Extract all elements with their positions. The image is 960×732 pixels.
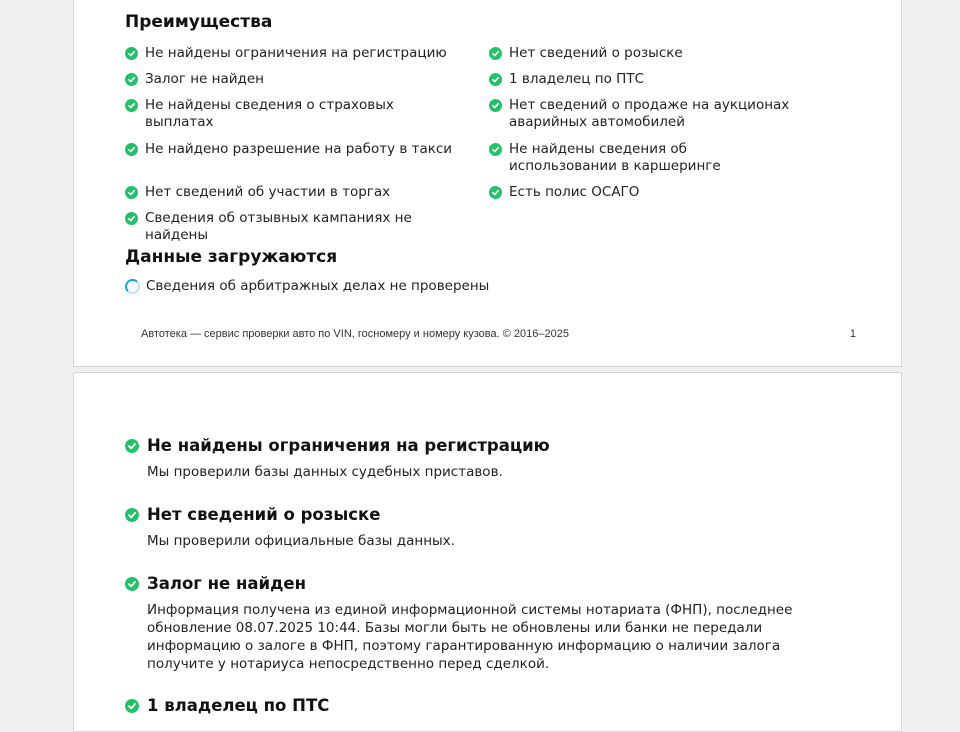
check-icon xyxy=(125,508,139,522)
section-title: Залог не найден xyxy=(147,574,306,593)
check-icon xyxy=(489,73,502,86)
loading-label: Сведения об арбитражных делах не проверены xyxy=(146,278,490,294)
advantage-label: Залог не найден xyxy=(145,71,264,87)
advantage-item xyxy=(489,141,799,175)
check-icon xyxy=(489,47,502,60)
check-icon xyxy=(125,186,138,199)
check-icon xyxy=(125,143,138,156)
check-icon xyxy=(125,699,139,713)
page-number: 1 xyxy=(849,328,856,340)
check-icon xyxy=(489,99,502,112)
check-section xyxy=(125,436,825,481)
advantage-item xyxy=(489,45,849,62)
advantage-label: Не найдены сведения о страховых выплатах xyxy=(145,97,394,130)
check-icon xyxy=(125,99,138,112)
section-title: Не найдены ограничения на регистрацию xyxy=(147,436,550,455)
page-footer: Автотека — сервис проверки авто по VIN, госномеру и номеру кузова. © 2016–2025 xyxy=(141,328,569,340)
advantage-label: Не найдены ограничения на регистрацию xyxy=(145,45,447,61)
advantage-item xyxy=(125,141,465,158)
advantage-label: 1 владелец по ПТС xyxy=(509,71,644,87)
check-section xyxy=(125,574,825,673)
section-title: 1 владелец по ПТС xyxy=(147,696,330,715)
advantage-label: Нет сведений о продаже на аукционах аварийных автомобилей xyxy=(509,97,790,130)
check-icon xyxy=(489,143,502,156)
check-icon xyxy=(125,577,139,591)
advantage-item xyxy=(489,71,849,88)
advantage-item xyxy=(125,210,465,244)
section-description: Мы проверили официальные базы данных. xyxy=(147,533,455,549)
section-description: Информация получена из единой информационной системы нотариата (ФНП), последнее обновление 08.07.2025 10:44. Базы могли быть не обновлены или банки не передали информацию о залоге в ФНП, поэтому гарантированную информацию о наличии залога получите у нотариуса непосредственно перед сделкой. xyxy=(147,602,793,672)
check-section xyxy=(125,505,825,550)
advantage-label: Сведения об отзывных кампаниях не найдены xyxy=(145,210,412,243)
advantages-heading: Преимущества xyxy=(125,12,273,32)
report-page-1 xyxy=(73,0,902,367)
loading-heading: Данные загружаются xyxy=(125,247,338,267)
advantage-label: Не найдены сведения об использовании в каршеринге xyxy=(509,141,721,174)
section-description: Мы проверили базы данных судебных приставов. xyxy=(147,464,503,480)
section-title: Нет сведений о розыске xyxy=(147,505,381,524)
check-icon xyxy=(125,212,138,225)
report-page-2 xyxy=(73,372,902,732)
advantage-item xyxy=(125,184,465,201)
advantage-label: Не найдено разрешение на работу в такси xyxy=(145,141,453,157)
advantage-item xyxy=(489,97,849,131)
advantage-label: Есть полис ОСАГО xyxy=(509,184,640,200)
check-icon xyxy=(489,186,502,199)
advantage-label: Нет сведений об участии в торгах xyxy=(145,184,391,200)
check-icon xyxy=(125,47,138,60)
check-icon xyxy=(125,439,139,453)
check-icon xyxy=(125,73,138,86)
check-section xyxy=(125,696,825,715)
advantage-item xyxy=(125,45,465,62)
advantage-item xyxy=(125,97,465,131)
advantage-label: Нет сведений о розыске xyxy=(509,45,683,61)
loading-item xyxy=(125,278,525,295)
advantage-item xyxy=(125,71,465,88)
advantage-item xyxy=(489,184,849,201)
loading-spinner-icon xyxy=(125,279,140,294)
